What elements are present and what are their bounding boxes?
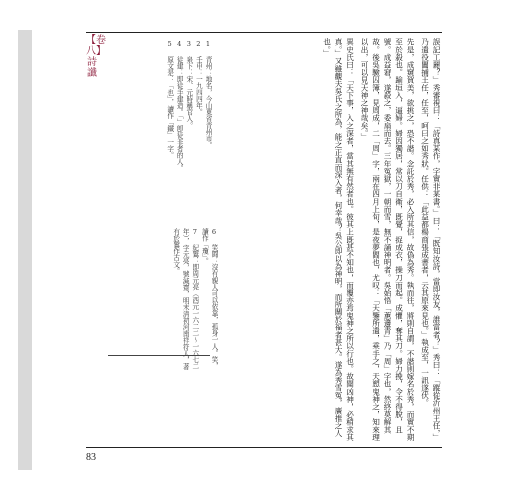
main-text [224, 38, 442, 443]
bottom-rule [86, 447, 442, 448]
footnote: 5 原文是：「也」，讀作「鐵」一字。 [165, 40, 174, 159]
page-number: 83 [86, 452, 96, 463]
footnote: 3 泉下：宋、元時稱官人。 [184, 40, 193, 129]
paragraph: 先是，成窺賀美，欲挑之，恐不諧。念託於秀，必入所其信，故偽為秀。執而往，將則自謂，不諧則嫁名於秀，而實不期至於殺也。踰垣入，逼婦。婦因獨居，常以刀自衛，既覺，捉成衣，操刀而起。成懼，奪其刀。婦力挽，令不得脫，且號。成益窘，遂殺之，委扇而去。三年冤獄，一朝而雪，無不誦神明者。吳始悟「蕙邊青」乃「周」字也，然終莫解其故。後吳驗囚簿，見周成，二「周」字，兩在四月上旬，是夜夢閻也，尤叹：「天鑒所遣，乘手之，天愬鬼神之，知來理以出，可以見天神之神哉矣。」 [360, 38, 415, 441]
page-gutter [18, 30, 32, 470]
commentary [321, 38, 356, 443]
footnote: 1 青州：地名，今山東省青州市。 [204, 40, 212, 149]
notes-rule [108, 355, 210, 356]
footnote: 4 徒建：即徒手建造。「」卽徒非者的人。 [175, 40, 184, 172]
commentary-label: 異史氏曰： [345, 38, 355, 76]
footnotes-right [160, 228, 218, 373]
paragraph: 誤記工麗？」秀審視曰：「詩真某作，字實非某書。」曰：「既知汝詩，當即汝友，誰當者？」秀曰：「蹤從沂州王任，」乃遣役闔捕王任，任至，呵曰之如秀狀。任供：「此益都楊商張成書者，云其原來見也。」執成至，一訊遂伏。 [420, 38, 441, 441]
footnote: 2 壬申：一九四四年。 [194, 40, 203, 116]
footnote: 7 紀鷲：即周元亮（西元一六二二～一六七二年），字元亮，號減齋，明末清初河南祥符人，著有於鷲作古文。 [171, 228, 199, 370]
commentary-text: 「天下事，入之深者，當其無有然者也。彼其上既甚不知也，而覆亦焉鬼神之所以行也。故聞凶神，必稍求其真。」又雖觀夫吳氏之所為，能之正直而深入者，何幸哉？吳公即以為神明，而所關於福者甚大。遂為秀雪冤，廣推之人也。」 [322, 38, 355, 441]
top-rule [86, 32, 442, 33]
footnote: 6 笑闘：沒有親人可以依靠，孤身一人。笑，讀作「瓊」。 [200, 228, 218, 370]
section-label: 【卷八】詩讖 [86, 35, 106, 79]
